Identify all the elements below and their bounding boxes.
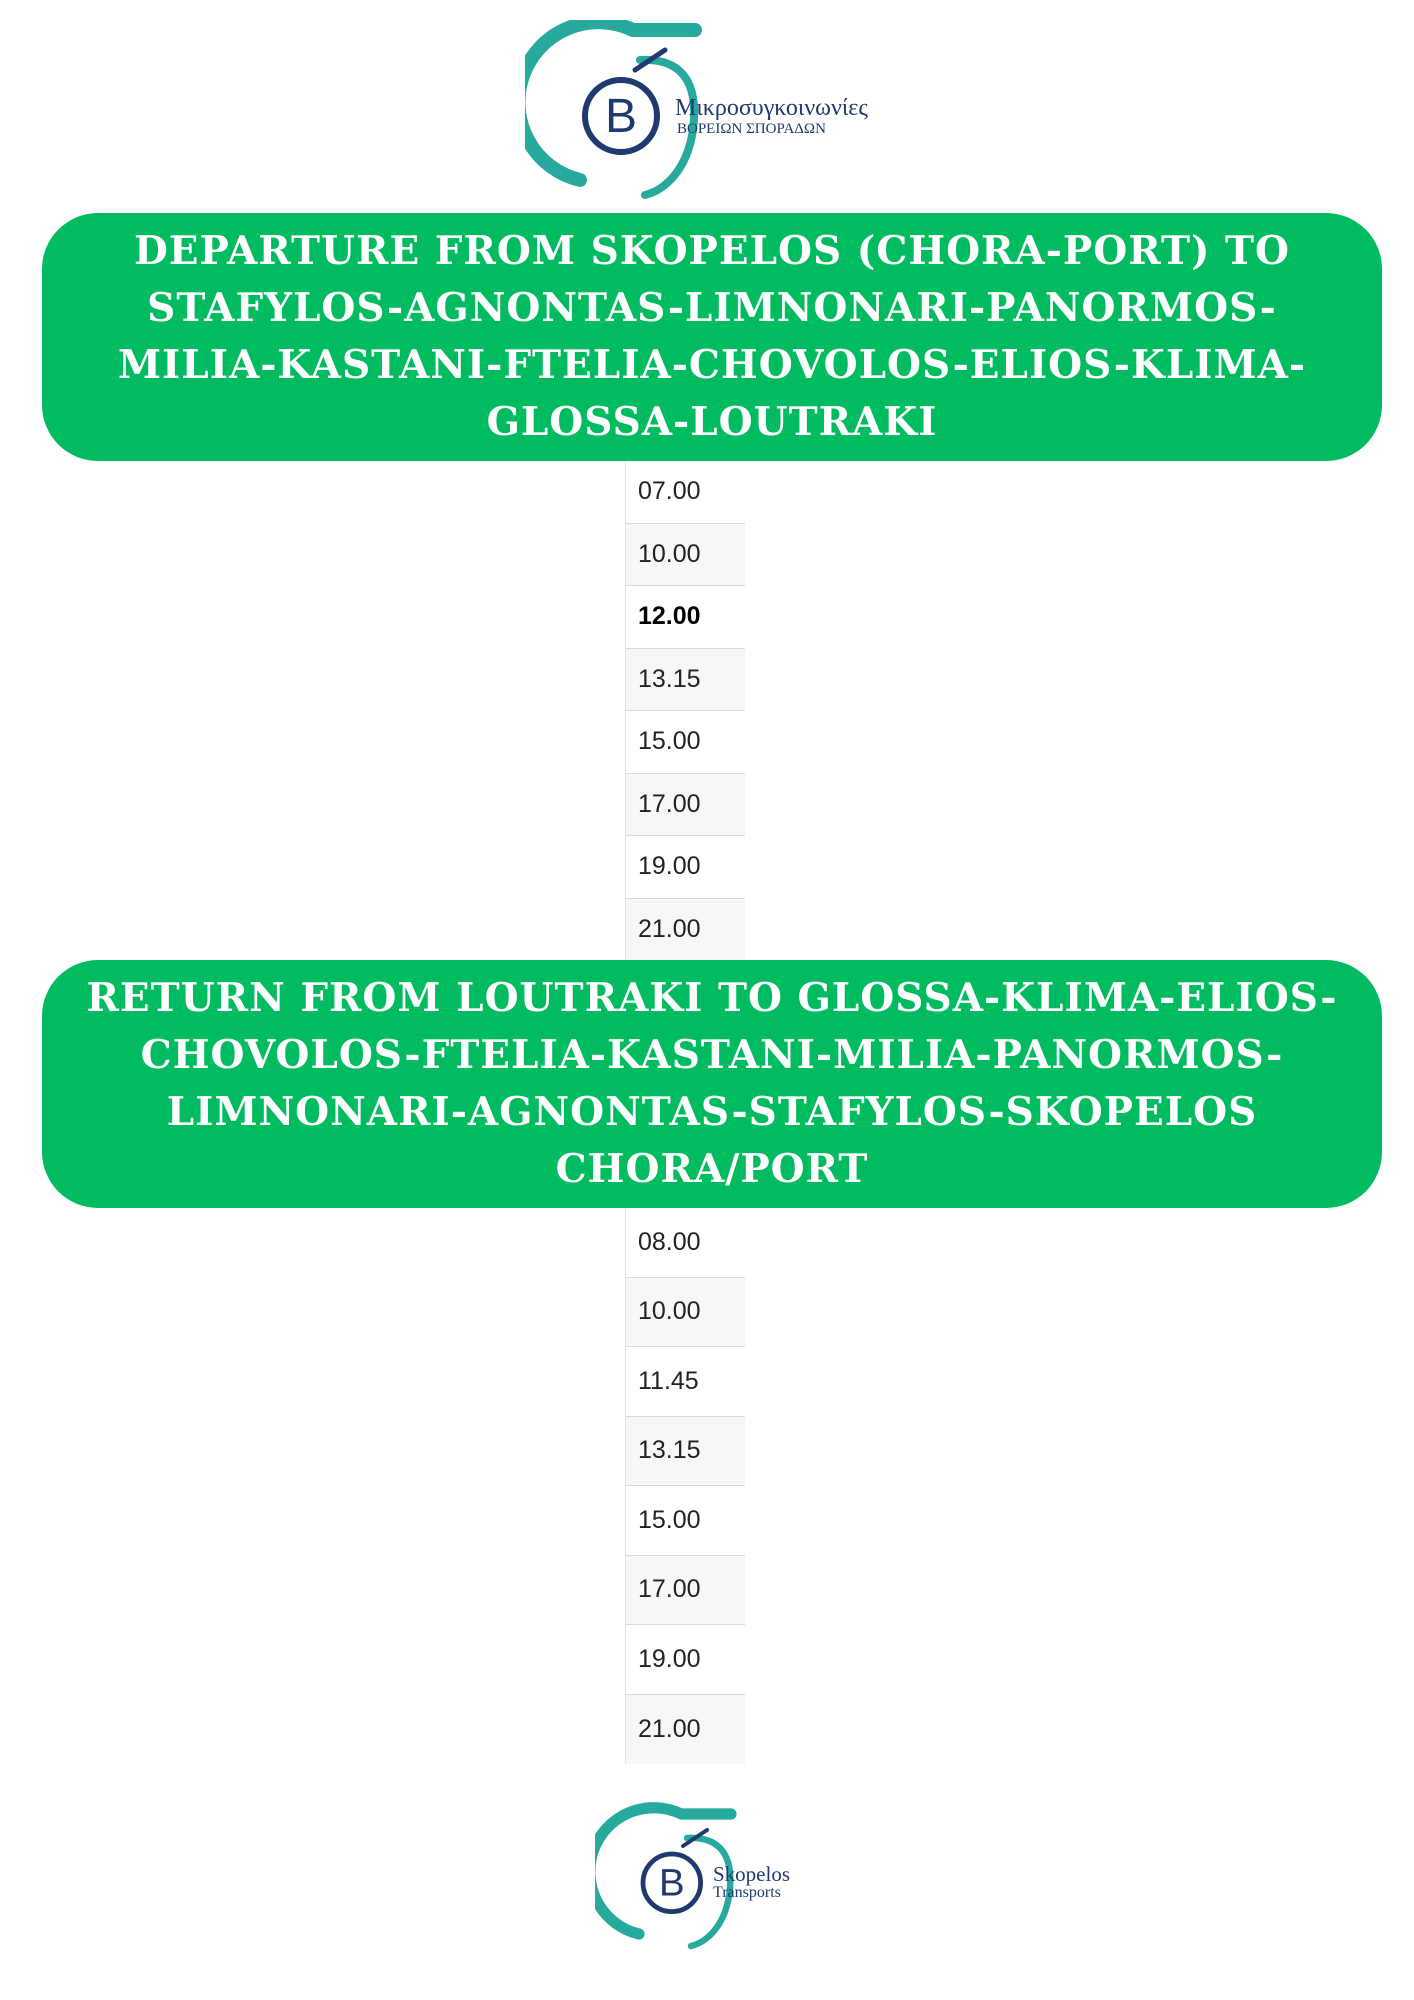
return-route-banner: [42, 960, 1382, 1208]
header-logo: [525, 20, 885, 200]
return-time-row: 21.00: [625, 1695, 745, 1765]
departure-time-row: 17.00: [625, 774, 745, 837]
logo-letter: B: [604, 90, 638, 143]
departure-time-row: 10.00: [625, 524, 745, 587]
return-time-row: 13.15: [625, 1417, 745, 1487]
header-logo-title: Μικροσυγκοινωνίες: [675, 95, 868, 121]
footer-logo-title: Skopelos: [713, 1862, 791, 1886]
footer-logo-letter: B: [658, 1861, 685, 1905]
return-time-row: 19.00: [625, 1625, 745, 1695]
footer-logo: [595, 1798, 835, 1958]
return-time-row: 10.00: [625, 1278, 745, 1348]
header-logo-subtitle: ΒΟΡΕΙΩΝ ΣΠΟΡΑΔΩΝ: [677, 121, 826, 137]
return-time-row: 08.00: [625, 1208, 745, 1278]
departure-route-banner: [42, 213, 1382, 461]
footer-logo-subtitle: Transports: [713, 1884, 781, 1901]
return-time-row: 17.00: [625, 1556, 745, 1626]
return-time-row: 15.00: [625, 1486, 745, 1556]
departure-time-row: 15.00: [625, 711, 745, 774]
departure-times-table: [625, 461, 745, 961]
departure-route-title: DEPARTURE FROM SKOPELOS (CHORA-PORT) TO STAFYLOS-AGNONTAS-LIMNONARI-PANORMOS-MILIA-KASTANI-FTELIA-CHOVOLOS-ELIOS-KLIMA-GLOSSA-LOUTRAKI: [117, 228, 1307, 445]
departure-time-row: 12.00: [625, 586, 745, 649]
return-time-row: 11.45: [625, 1347, 745, 1417]
departure-time-row: 19.00: [625, 836, 745, 899]
return-route-title: RETURN FROM LOUTRAKI TO GLOSSA-KLIMA-ELIOS-CHOVOLOS-FTELIA-KASTANI-MILIA-PANORMOS-LIMNONARI-AGNONTAS-STAFYLOS-SKOPELOS CHORA/PORT: [86, 975, 1338, 1192]
departure-time-row: 13.15: [625, 649, 745, 712]
departure-time-row: 21.00: [625, 899, 745, 962]
departure-time-row: 07.00: [625, 461, 745, 524]
return-times-table: [625, 1208, 745, 1764]
